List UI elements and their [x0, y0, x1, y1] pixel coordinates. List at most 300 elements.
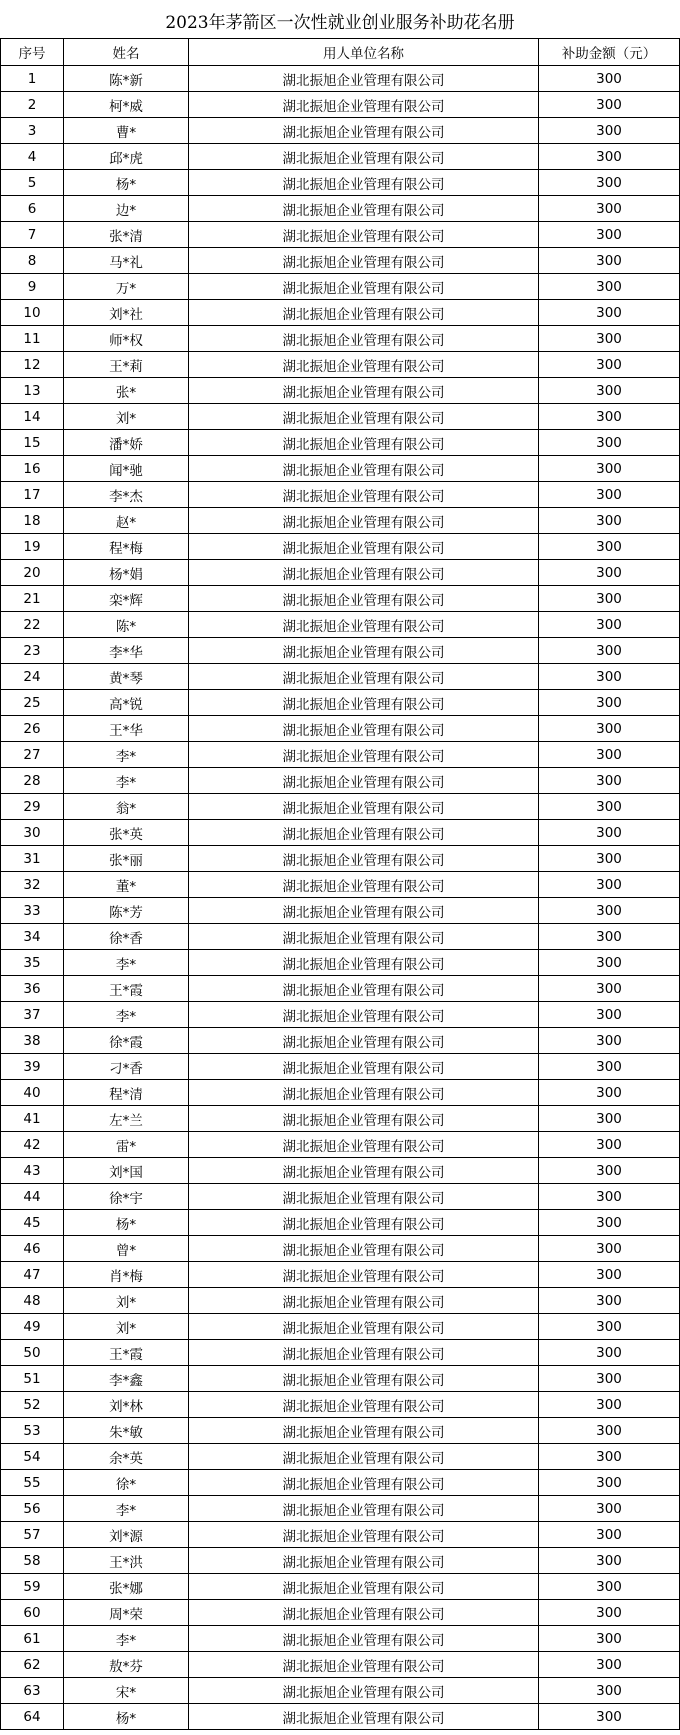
table-row [1, 508, 680, 534]
cell-employer: 湖北振旭企业管理有限公司 [189, 1418, 539, 1444]
table-row [1, 1132, 680, 1158]
cell-index: 46 [1, 1236, 64, 1262]
cell-amount: 300 [539, 1522, 680, 1548]
cell-employer: 湖北振旭企业管理有限公司 [189, 1002, 539, 1028]
cell-employer: 湖北振旭企业管理有限公司 [189, 1600, 539, 1626]
cell-index: 14 [1, 404, 64, 430]
table-row [1, 820, 680, 846]
cell-amount: 300 [539, 1210, 680, 1236]
cell-amount: 300 [539, 768, 680, 794]
cell-employer: 湖北振旭企业管理有限公司 [189, 1314, 539, 1340]
cell-employer: 湖北振旭企业管理有限公司 [189, 1522, 539, 1548]
cell-index: 1 [1, 66, 64, 92]
cell-index: 53 [1, 1418, 64, 1444]
table-row [1, 170, 680, 196]
table-row [1, 1548, 680, 1574]
cell-amount: 300 [539, 1444, 680, 1470]
cell-name: 徐*香 [64, 924, 189, 950]
cell-index: 15 [1, 430, 64, 456]
cell-amount: 300 [539, 1574, 680, 1600]
cell-name: 张* [64, 378, 189, 404]
cell-name: 潘*娇 [64, 430, 189, 456]
table-row [1, 1236, 680, 1262]
cell-name: 徐*宇 [64, 1184, 189, 1210]
cell-amount: 300 [539, 222, 680, 248]
cell-employer: 湖北振旭企业管理有限公司 [189, 768, 539, 794]
table-row [1, 404, 680, 430]
cell-index: 25 [1, 690, 64, 716]
cell-amount: 300 [539, 612, 680, 638]
cell-index: 35 [1, 950, 64, 976]
cell-index: 23 [1, 638, 64, 664]
cell-amount: 300 [539, 690, 680, 716]
cell-name: 张*丽 [64, 846, 189, 872]
table-row [1, 430, 680, 456]
table-row [1, 1392, 680, 1418]
cell-name: 万* [64, 274, 189, 300]
cell-index: 7 [1, 222, 64, 248]
cell-index: 31 [1, 846, 64, 872]
cell-amount: 300 [539, 1132, 680, 1158]
cell-amount: 300 [539, 300, 680, 326]
cell-index: 12 [1, 352, 64, 378]
cell-amount: 300 [539, 820, 680, 846]
cell-amount: 300 [539, 950, 680, 976]
table-row [1, 118, 680, 144]
cell-index: 8 [1, 248, 64, 274]
cell-name: 闻*驰 [64, 456, 189, 482]
cell-name: 肖*梅 [64, 1262, 189, 1288]
cell-employer: 湖北振旭企业管理有限公司 [189, 664, 539, 690]
cell-employer: 湖北振旭企业管理有限公司 [189, 586, 539, 612]
table-row [1, 352, 680, 378]
cell-amount: 300 [539, 66, 680, 92]
cell-employer: 湖北振旭企业管理有限公司 [189, 560, 539, 586]
cell-employer: 湖北振旭企业管理有限公司 [189, 118, 539, 144]
cell-amount: 300 [539, 1496, 680, 1522]
cell-index: 64 [1, 1704, 64, 1730]
cell-employer: 湖北振旭企业管理有限公司 [189, 716, 539, 742]
cell-name: 师*权 [64, 326, 189, 352]
cell-name: 左*兰 [64, 1106, 189, 1132]
cell-employer: 湖北振旭企业管理有限公司 [189, 1470, 539, 1496]
cell-index: 9 [1, 274, 64, 300]
cell-index: 43 [1, 1158, 64, 1184]
cell-amount: 300 [539, 1288, 680, 1314]
cell-employer: 湖北振旭企业管理有限公司 [189, 690, 539, 716]
cell-amount: 300 [539, 1002, 680, 1028]
cell-name: 邱*虎 [64, 144, 189, 170]
cell-amount: 300 [539, 248, 680, 274]
cell-index: 61 [1, 1626, 64, 1652]
cell-name: 张*清 [64, 222, 189, 248]
table-row [1, 1158, 680, 1184]
table-row [1, 794, 680, 820]
cell-index: 63 [1, 1678, 64, 1704]
cell-employer: 湖北振旭企业管理有限公司 [189, 300, 539, 326]
table-row [1, 950, 680, 976]
cell-name: 栾*辉 [64, 586, 189, 612]
cell-index: 28 [1, 768, 64, 794]
cell-index: 34 [1, 924, 64, 950]
cell-employer: 湖北振旭企业管理有限公司 [189, 846, 539, 872]
cell-index: 33 [1, 898, 64, 924]
cell-name: 董* [64, 872, 189, 898]
roster-table [0, 38, 680, 1730]
cell-employer: 湖北振旭企业管理有限公司 [189, 144, 539, 170]
table-row [1, 872, 680, 898]
cell-name: 刘*林 [64, 1392, 189, 1418]
cell-amount: 300 [539, 534, 680, 560]
cell-employer: 湖北振旭企业管理有限公司 [189, 1262, 539, 1288]
cell-amount: 300 [539, 456, 680, 482]
table-row [1, 1288, 680, 1314]
cell-index: 47 [1, 1262, 64, 1288]
cell-name: 李*鑫 [64, 1366, 189, 1392]
cell-name: 陈* [64, 612, 189, 638]
cell-name: 张*英 [64, 820, 189, 846]
cell-name: 高*锐 [64, 690, 189, 716]
cell-name: 马*礼 [64, 248, 189, 274]
cell-index: 51 [1, 1366, 64, 1392]
cell-name: 王*霞 [64, 1340, 189, 1366]
cell-index: 41 [1, 1106, 64, 1132]
cell-name: 陈*新 [64, 66, 189, 92]
table-row [1, 768, 680, 794]
cell-amount: 300 [539, 1080, 680, 1106]
cell-employer: 湖北振旭企业管理有限公司 [189, 1574, 539, 1600]
table-row [1, 534, 680, 560]
cell-amount: 300 [539, 1184, 680, 1210]
cell-employer: 湖北振旭企业管理有限公司 [189, 352, 539, 378]
header-name: 姓名 [64, 39, 189, 66]
cell-employer: 湖北振旭企业管理有限公司 [189, 326, 539, 352]
table-row [1, 482, 680, 508]
cell-index: 11 [1, 326, 64, 352]
cell-name: 杨* [64, 170, 189, 196]
cell-index: 29 [1, 794, 64, 820]
table-row [1, 326, 680, 352]
cell-employer: 湖北振旭企业管理有限公司 [189, 612, 539, 638]
cell-name: 刘*源 [64, 1522, 189, 1548]
table-row [1, 1522, 680, 1548]
cell-amount: 300 [539, 404, 680, 430]
cell-index: 48 [1, 1288, 64, 1314]
cell-index: 2 [1, 92, 64, 118]
cell-index: 30 [1, 820, 64, 846]
table-row [1, 1600, 680, 1626]
cell-name: 李*杰 [64, 482, 189, 508]
cell-amount: 300 [539, 1340, 680, 1366]
cell-employer: 湖北振旭企业管理有限公司 [189, 1652, 539, 1678]
cell-employer: 湖北振旭企业管理有限公司 [189, 66, 539, 92]
cell-index: 59 [1, 1574, 64, 1600]
cell-index: 62 [1, 1652, 64, 1678]
cell-employer: 湖北振旭企业管理有限公司 [189, 508, 539, 534]
cell-employer: 湖北振旭企业管理有限公司 [189, 1184, 539, 1210]
cell-index: 3 [1, 118, 64, 144]
cell-name: 边* [64, 196, 189, 222]
header-employer: 用人单位名称 [189, 39, 539, 66]
cell-employer: 湖北振旭企业管理有限公司 [189, 1678, 539, 1704]
cell-index: 44 [1, 1184, 64, 1210]
cell-name: 王*莉 [64, 352, 189, 378]
cell-name: 李* [64, 742, 189, 768]
cell-amount: 300 [539, 1652, 680, 1678]
cell-amount: 300 [539, 1236, 680, 1262]
cell-name: 王*华 [64, 716, 189, 742]
cell-index: 10 [1, 300, 64, 326]
table-row [1, 1340, 680, 1366]
table-row [1, 560, 680, 586]
cell-name: 徐* [64, 1470, 189, 1496]
table-row [1, 612, 680, 638]
table-row [1, 1444, 680, 1470]
cell-amount: 300 [539, 1470, 680, 1496]
cell-index: 60 [1, 1600, 64, 1626]
cell-name: 程*清 [64, 1080, 189, 1106]
table-row [1, 1704, 680, 1730]
table-row [1, 924, 680, 950]
cell-index: 32 [1, 872, 64, 898]
cell-index: 50 [1, 1340, 64, 1366]
cell-amount: 300 [539, 1548, 680, 1574]
cell-name: 刘*国 [64, 1158, 189, 1184]
cell-employer: 湖北振旭企业管理有限公司 [189, 976, 539, 1002]
cell-employer: 湖北振旭企业管理有限公司 [189, 924, 539, 950]
cell-employer: 湖北振旭企业管理有限公司 [189, 274, 539, 300]
cell-name: 杨* [64, 1704, 189, 1730]
cell-employer: 湖北振旭企业管理有限公司 [189, 872, 539, 898]
cell-amount: 300 [539, 794, 680, 820]
cell-employer: 湖北振旭企业管理有限公司 [189, 1106, 539, 1132]
cell-amount: 300 [539, 430, 680, 456]
table-row [1, 1210, 680, 1236]
cell-amount: 300 [539, 118, 680, 144]
cell-index: 26 [1, 716, 64, 742]
table-row [1, 638, 680, 664]
cell-index: 40 [1, 1080, 64, 1106]
cell-employer: 湖北振旭企业管理有限公司 [189, 248, 539, 274]
cell-amount: 300 [539, 664, 680, 690]
cell-amount: 300 [539, 1054, 680, 1080]
cell-name: 李* [64, 950, 189, 976]
cell-index: 52 [1, 1392, 64, 1418]
cell-employer: 湖北振旭企业管理有限公司 [189, 820, 539, 846]
table-row [1, 92, 680, 118]
cell-name: 李* [64, 1002, 189, 1028]
cell-name: 李* [64, 768, 189, 794]
table-row [1, 378, 680, 404]
cell-employer: 湖北振旭企业管理有限公司 [189, 1054, 539, 1080]
cell-employer: 湖北振旭企业管理有限公司 [189, 1080, 539, 1106]
cell-amount: 300 [539, 1418, 680, 1444]
table-row [1, 716, 680, 742]
cell-index: 56 [1, 1496, 64, 1522]
cell-employer: 湖北振旭企业管理有限公司 [189, 170, 539, 196]
cell-employer: 湖北振旭企业管理有限公司 [189, 456, 539, 482]
cell-amount: 300 [539, 1600, 680, 1626]
cell-index: 18 [1, 508, 64, 534]
cell-amount: 300 [539, 92, 680, 118]
cell-amount: 300 [539, 352, 680, 378]
table-row [1, 248, 680, 274]
table-row [1, 664, 680, 690]
cell-employer: 湖北振旭企业管理有限公司 [189, 1392, 539, 1418]
table-row [1, 196, 680, 222]
cell-name: 余*英 [64, 1444, 189, 1470]
table-row [1, 586, 680, 612]
cell-employer: 湖北振旭企业管理有限公司 [189, 1444, 539, 1470]
table-header-row [1, 39, 680, 66]
cell-index: 13 [1, 378, 64, 404]
cell-index: 58 [1, 1548, 64, 1574]
cell-index: 24 [1, 664, 64, 690]
cell-name: 李*华 [64, 638, 189, 664]
table-row [1, 1262, 680, 1288]
cell-amount: 300 [539, 742, 680, 768]
table-row [1, 1002, 680, 1028]
table-row [1, 846, 680, 872]
cell-name: 柯*威 [64, 92, 189, 118]
cell-name: 宋* [64, 1678, 189, 1704]
cell-amount: 300 [539, 586, 680, 612]
cell-amount: 300 [539, 1158, 680, 1184]
cell-amount: 300 [539, 976, 680, 1002]
cell-employer: 湖北振旭企业管理有限公司 [189, 222, 539, 248]
cell-name: 杨* [64, 1210, 189, 1236]
cell-amount: 300 [539, 898, 680, 924]
cell-name: 刘* [64, 1288, 189, 1314]
cell-employer: 湖北振旭企业管理有限公司 [189, 1548, 539, 1574]
cell-name: 刘* [64, 404, 189, 430]
cell-name: 刘*社 [64, 300, 189, 326]
table-row [1, 274, 680, 300]
cell-index: 21 [1, 586, 64, 612]
cell-amount: 300 [539, 144, 680, 170]
cell-name: 曹* [64, 118, 189, 144]
cell-name: 黄*琴 [64, 664, 189, 690]
cell-employer: 湖北振旭企业管理有限公司 [189, 1158, 539, 1184]
cell-name: 李* [64, 1496, 189, 1522]
cell-index: 49 [1, 1314, 64, 1340]
cell-index: 55 [1, 1470, 64, 1496]
cell-index: 19 [1, 534, 64, 560]
cell-name: 杨*娟 [64, 560, 189, 586]
cell-name: 刘* [64, 1314, 189, 1340]
cell-index: 37 [1, 1002, 64, 1028]
table-row [1, 1106, 680, 1132]
cell-employer: 湖北振旭企业管理有限公司 [189, 638, 539, 664]
cell-employer: 湖北振旭企业管理有限公司 [189, 1028, 539, 1054]
cell-name: 周*荣 [64, 1600, 189, 1626]
cell-amount: 300 [539, 170, 680, 196]
cell-employer: 湖北振旭企业管理有限公司 [189, 1496, 539, 1522]
table-row [1, 1678, 680, 1704]
cell-employer: 湖北振旭企业管理有限公司 [189, 534, 539, 560]
table-row [1, 1184, 680, 1210]
cell-index: 54 [1, 1444, 64, 1470]
cell-amount: 300 [539, 1262, 680, 1288]
cell-index: 17 [1, 482, 64, 508]
cell-amount: 300 [539, 846, 680, 872]
cell-employer: 湖北振旭企业管理有限公司 [189, 1366, 539, 1392]
cell-name: 刁*香 [64, 1054, 189, 1080]
cell-amount: 300 [539, 482, 680, 508]
cell-amount: 300 [539, 1678, 680, 1704]
cell-name: 王*洪 [64, 1548, 189, 1574]
cell-employer: 湖北振旭企业管理有限公司 [189, 482, 539, 508]
cell-index: 45 [1, 1210, 64, 1236]
table-row [1, 1496, 680, 1522]
cell-employer: 湖北振旭企业管理有限公司 [189, 404, 539, 430]
cell-name: 曾* [64, 1236, 189, 1262]
page-title: 2023年茅箭区一次性就业创业服务补助花名册 [165, 13, 515, 33]
cell-index: 39 [1, 1054, 64, 1080]
cell-amount: 300 [539, 378, 680, 404]
cell-employer: 湖北振旭企业管理有限公司 [189, 378, 539, 404]
cell-amount: 300 [539, 1704, 680, 1730]
cell-employer: 湖北振旭企业管理有限公司 [189, 196, 539, 222]
table-row [1, 1626, 680, 1652]
header-index: 序号 [1, 39, 64, 66]
header-amount: 补助金额（元） [539, 39, 680, 66]
cell-amount: 300 [539, 560, 680, 586]
cell-employer: 湖北振旭企业管理有限公司 [189, 1288, 539, 1314]
table-row [1, 1574, 680, 1600]
table-row [1, 1028, 680, 1054]
cell-employer: 湖北振旭企业管理有限公司 [189, 1704, 539, 1730]
cell-amount: 300 [539, 1106, 680, 1132]
cell-amount: 300 [539, 1028, 680, 1054]
cell-employer: 湖北振旭企业管理有限公司 [189, 1132, 539, 1158]
cell-employer: 湖北振旭企业管理有限公司 [189, 950, 539, 976]
cell-amount: 300 [539, 872, 680, 898]
cell-employer: 湖北振旭企业管理有限公司 [189, 1236, 539, 1262]
cell-employer: 湖北振旭企业管理有限公司 [189, 430, 539, 456]
cell-index: 16 [1, 456, 64, 482]
cell-amount: 300 [539, 326, 680, 352]
cell-amount: 300 [539, 274, 680, 300]
cell-index: 36 [1, 976, 64, 1002]
cell-amount: 300 [539, 924, 680, 950]
cell-index: 5 [1, 170, 64, 196]
cell-employer: 湖北振旭企业管理有限公司 [189, 1626, 539, 1652]
cell-index: 27 [1, 742, 64, 768]
cell-amount: 300 [539, 638, 680, 664]
cell-index: 4 [1, 144, 64, 170]
cell-amount: 300 [539, 716, 680, 742]
cell-name: 赵* [64, 508, 189, 534]
cell-name: 张*娜 [64, 1574, 189, 1600]
table-row [1, 742, 680, 768]
table-row [1, 1418, 680, 1444]
table-row [1, 1054, 680, 1080]
table-row [1, 66, 680, 92]
cell-name: 敖*芬 [64, 1652, 189, 1678]
table-row [1, 898, 680, 924]
table-row [1, 1366, 680, 1392]
table-row [1, 976, 680, 1002]
cell-name: 李* [64, 1626, 189, 1652]
cell-amount: 300 [539, 196, 680, 222]
cell-employer: 湖北振旭企业管理有限公司 [189, 794, 539, 820]
cell-amount: 300 [539, 508, 680, 534]
cell-name: 雷* [64, 1132, 189, 1158]
cell-name: 翁* [64, 794, 189, 820]
table-row [1, 1314, 680, 1340]
cell-employer: 湖北振旭企业管理有限公司 [189, 898, 539, 924]
